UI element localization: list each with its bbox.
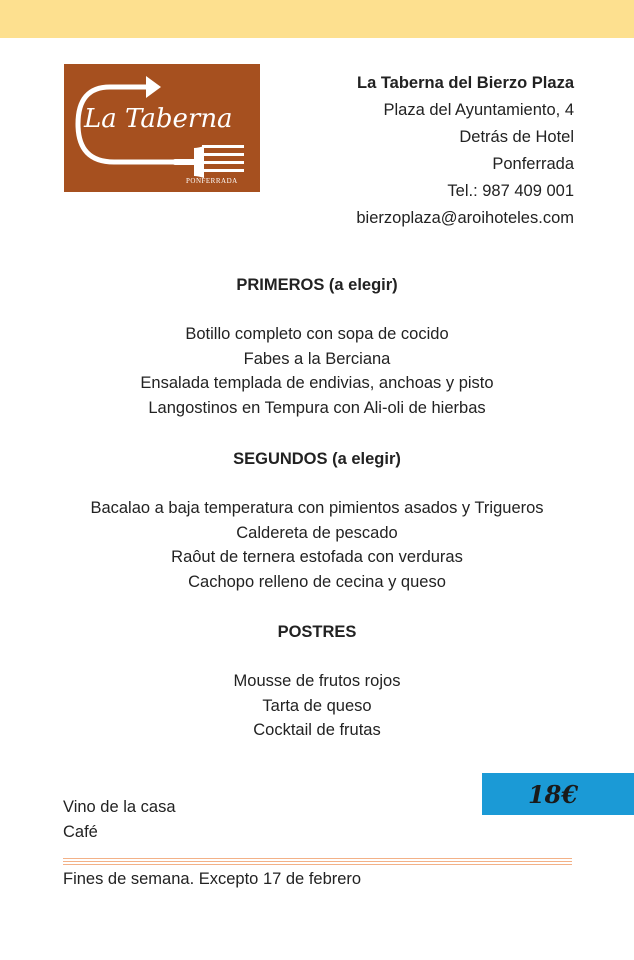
divider-line (63, 858, 572, 859)
logo-title: La Taberna (84, 104, 233, 134)
postres-section (0, 623, 634, 743)
price-badge (482, 773, 634, 815)
menu-item: Fabes a la Berciana (243, 349, 391, 368)
address-block (356, 70, 574, 232)
segundos-section (0, 450, 634, 594)
menu-item: Langostinos en Tempura con Ali-oli de hierbas (148, 398, 486, 417)
city: Ponferrada (492, 155, 574, 173)
menu-item: Cocktail de frutas (253, 721, 381, 739)
primeros-section (0, 276, 634, 420)
restaurant-logo (64, 64, 260, 192)
extra-item: Vino de la casa (63, 798, 176, 816)
menu-price: 18€ (527, 779, 579, 809)
section-title-segundos: SEGUNDOS (a elegir) (233, 450, 401, 468)
availability-note: Fines de semana. Excepto 17 de febrero (63, 870, 362, 888)
menu-item: Mousse de frutos rojos (233, 672, 401, 690)
logo-subtitle: PONFERRADA (186, 177, 238, 185)
restaurant-name: La Taberna del Bierzo Plaza (356, 74, 574, 92)
address-detail: Detrás de Hotel (459, 128, 574, 146)
menu-item: Caldereta de pescado (236, 523, 398, 542)
divider-line (63, 864, 572, 865)
menu-item: Raôut de ternera estofada con verduras (171, 548, 463, 566)
menu-item: Cachopo relleno de cecina y queso (188, 572, 446, 591)
menu-item: Botillo completo con sopa de cocido (185, 325, 449, 343)
extra-item: Café (63, 823, 98, 841)
section-title-primeros: PRIMEROS (a elegir) (236, 276, 398, 294)
menu-item: Bacalao a baja temperatura con pimientos asados y Trigueros (90, 499, 544, 517)
email-address[interactable]: bierzoplaza@aroihoteles.com (356, 209, 574, 227)
menu-item: Ensalada templada de endivias, anchoas y pisto (140, 374, 494, 392)
menu-item: Tarta de queso (262, 696, 372, 715)
street-address: Plaza del Ayuntamiento, 4 (383, 101, 574, 119)
phone-number: Tel.: 987 409 001 (447, 182, 574, 200)
extras-list (63, 795, 176, 845)
divider-line (63, 861, 572, 862)
top-color-band (0, 0, 634, 38)
section-title-postres: POSTRES (277, 623, 357, 641)
